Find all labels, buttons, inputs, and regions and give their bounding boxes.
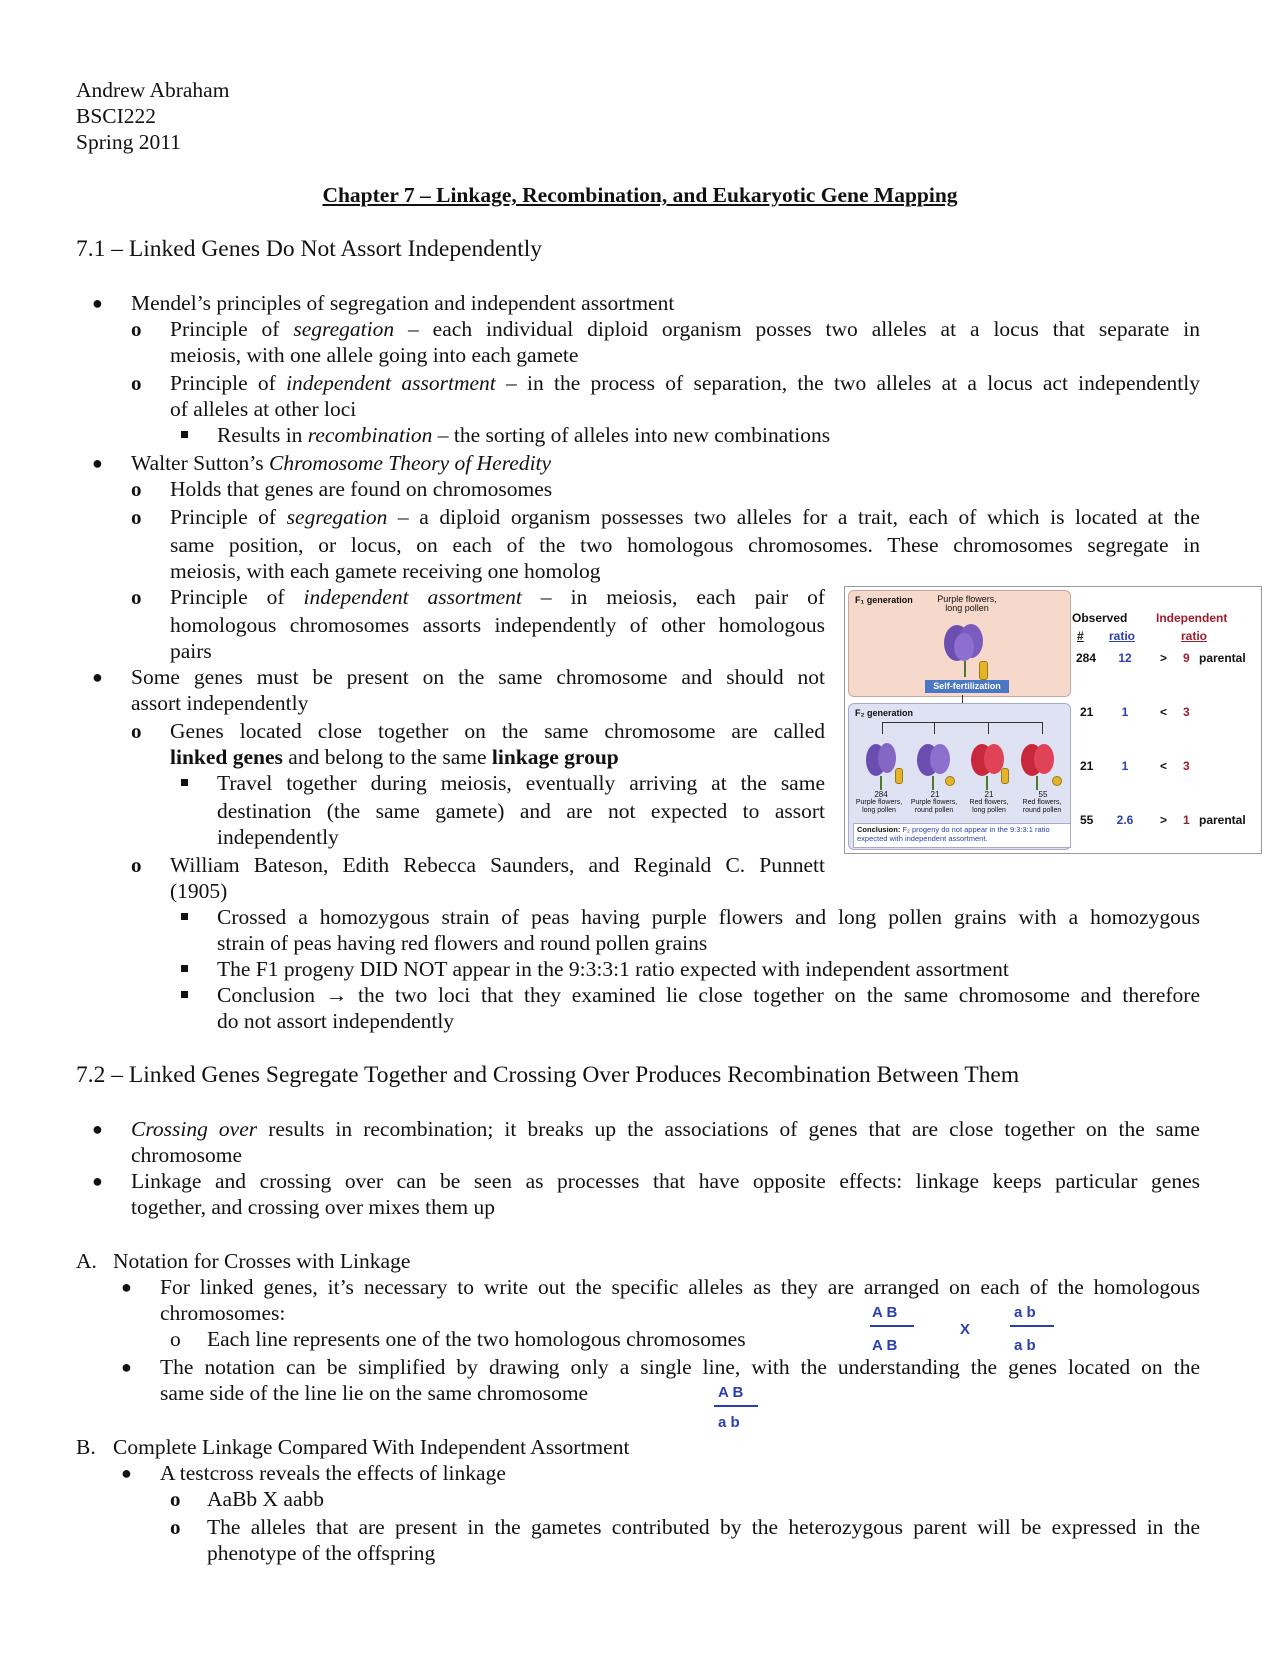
independent-ratio-header: ratio: [1181, 629, 1208, 643]
f2-phenotype: Purple flowers, round pollen: [910, 799, 958, 814]
notation-bottom: a b: [718, 1414, 740, 1431]
comparison: <: [1160, 759, 1168, 773]
bullet-dot: ●: [121, 1277, 132, 1297]
bullet-o: o: [131, 371, 142, 395]
list-item: A testcross reveals the effects of linkage: [160, 1461, 506, 1485]
list-item-cont: strain of peas having red flowers and round pollen grains: [217, 931, 708, 955]
chapter-title: Chapter 7 – Linkage, Recombination, and Eukaryotic Gene Mapping: [322, 183, 958, 207]
connector-line: [934, 722, 935, 734]
bullet-square: [181, 779, 188, 786]
list-item: Principle of independent assortment – in meiosis, each pair of: [170, 585, 825, 609]
arrow-icon: →: [325, 983, 348, 1007]
conclusion-label: Conclusion:: [857, 825, 901, 834]
bullet-o: o: [170, 1487, 181, 1511]
long-pollen-icon: [1001, 768, 1009, 784]
list-item: Results in recombination – the sorting of alleles into new combinations: [217, 423, 831, 447]
list-item: Conclusion → the two loci that they examined lie close together on the same chromosome and therefore: [217, 983, 1200, 1007]
comparison: >: [1160, 651, 1168, 665]
bullet-dot: ●: [121, 1357, 132, 1377]
independent-header: Independent: [1156, 611, 1228, 625]
bullet-o: o: [131, 477, 142, 501]
connector-line: [882, 722, 883, 734]
connector-line: [962, 695, 963, 703]
conclusion-text: F₂ progeny do not appear in the 9:3:3:1 ratio expected with independent assortment.: [857, 825, 1050, 843]
section-b-heading: Complete Linkage Compared With Independent Assortment: [113, 1435, 630, 1459]
notation-bottom-right: a b: [1014, 1337, 1036, 1354]
observed-count: 21: [1080, 759, 1094, 773]
round-pollen-icon: [1052, 776, 1062, 786]
observed-header: Observed: [1072, 611, 1128, 625]
count-header: #: [1077, 629, 1084, 643]
list-item-cont: independently: [217, 825, 339, 849]
observed-ratio: 1: [1121, 759, 1129, 773]
bullet-dot: ●: [92, 293, 103, 313]
list-item-cont: homologous chromosomes assorts independently of other homologous: [170, 613, 825, 637]
comparison: <: [1160, 705, 1168, 719]
bullet-dot: ●: [121, 1463, 132, 1483]
list-item-cont: do not assort independently: [217, 1009, 455, 1033]
f2-count: 21: [984, 790, 994, 799]
list-item: Linkage and crossing over can be seen as processes that have opposite effects: linkage keeps particular genes: [131, 1169, 1200, 1193]
list-item-cont: together, and crossing over mixes them up: [131, 1195, 495, 1219]
independent-ratio: 3: [1183, 705, 1190, 719]
independent-ratio: 3: [1183, 759, 1190, 773]
list-item: AaBb X aabb: [207, 1487, 325, 1511]
notation-top-right: a b: [1014, 1304, 1036, 1321]
list-item-cont: destination (the same gamete) and are not expected to assort: [217, 799, 825, 823]
row-note: parental: [1199, 813, 1246, 827]
list-item-cont: assort independently: [131, 691, 309, 715]
bullet-dot: ●: [92, 453, 103, 473]
long-pollen-icon: [979, 661, 988, 680]
notation-top-left: A B: [872, 1304, 898, 1321]
bullet-o: o: [131, 585, 142, 609]
ratio-header: ratio: [1109, 629, 1136, 643]
list-item: Mendel’s principles of segregation and independent assortment: [131, 291, 675, 315]
bullet-square: [181, 991, 188, 998]
observed-count: 21: [1080, 705, 1094, 719]
f2-count: 284: [874, 790, 888, 799]
chromosome-line: [870, 1325, 914, 1327]
independent-ratio: 1: [1183, 813, 1190, 827]
bullet-o: o: [131, 853, 142, 877]
list-item-cont: meiosis, with each gamete receiving one homolog: [170, 559, 601, 583]
list-item: Travel together during meiosis, eventually arriving at the same: [217, 771, 825, 795]
independent-ratio: 9: [1183, 651, 1190, 665]
section-a-label: A.: [76, 1249, 97, 1273]
chromosome-line: [714, 1405, 758, 1407]
bullet-square: [181, 913, 188, 920]
f1-label: F₁ generation: [855, 595, 913, 605]
list-item-cont: same position, or locus, on each of the two homologous chromosomes. These chromosomes segregate in: [170, 533, 1200, 557]
row-note: parental: [1199, 651, 1246, 665]
bullet-square: [181, 431, 188, 438]
list-item: The F1 progeny DID NOT appear in the 9:3:3:1 ratio expected with independent assortment: [217, 957, 1009, 981]
notation-top: A B: [718, 1384, 744, 1401]
list-item: Some genes must be present on the same chromosome and should not: [131, 665, 825, 689]
bullet-o: o: [170, 1515, 181, 1539]
list-item-cont: pairs: [170, 639, 212, 663]
f2-panel: [848, 703, 1071, 850]
author-name: Andrew Abraham: [76, 78, 230, 102]
bullet-o: o: [131, 317, 142, 341]
term: Spring 2011: [76, 130, 181, 154]
self-fertilization-label: Self-fertilization: [925, 680, 1009, 693]
section-b-label: B.: [76, 1435, 96, 1459]
observed-count: 284: [1076, 651, 1097, 665]
list-item: Walter Sutton’s Chromosome Theory of Heredity: [131, 451, 552, 475]
f2-count: 21: [930, 790, 940, 799]
f1-f2-figure: [844, 586, 1262, 854]
list-item: The alleles that are present in the gametes contributed by the heterozygous parent will be expressed in the: [207, 1515, 1200, 1539]
bullet-dot: ●: [92, 1171, 103, 1191]
f2-count: 55: [1038, 790, 1048, 799]
observed-count: 55: [1080, 813, 1094, 827]
f1-panel: [848, 590, 1071, 697]
section-a-heading: Notation for Crosses with Linkage: [113, 1249, 411, 1273]
bullet-o: o: [131, 719, 142, 743]
round-pollen-icon: [945, 776, 955, 786]
list-item-cont: chromosomes:: [160, 1301, 286, 1325]
long-pollen-icon: [895, 768, 903, 784]
list-item-cont: phenotype of the offspring: [207, 1541, 436, 1565]
f2-phenotype: Red flowers, long pollen: [969, 799, 1009, 814]
bullet-o: o: [131, 505, 142, 529]
bullet-dot: ●: [92, 667, 103, 687]
list-item-cont: (1905): [170, 879, 228, 903]
connector-line: [882, 722, 1042, 723]
list-item: William Bateson, Edith Rebecca Saunders, and Reginald C. Punnett: [170, 853, 825, 877]
bullet-dot: ●: [92, 1119, 103, 1139]
notation-cross: X: [960, 1321, 971, 1338]
notation-bottom-left: A B: [872, 1337, 898, 1354]
list-item-cont: chromosome: [131, 1143, 243, 1167]
section-7-2-heading: 7.2 – Linked Genes Segregate Together and Crossing Over Produces Recombination Between Them: [76, 1062, 1020, 1088]
list-item: Genes located close together on the same chromosome are called: [170, 719, 825, 743]
list-item: Each line represents one of the two homologous chromosomes: [207, 1327, 746, 1351]
list-item: Principle of segregation – a diploid organism possesses two alleles for a trait, each of which is located at the: [170, 505, 1200, 529]
list-item: Crossing over results in recombination; it breaks up the associations of genes that are close together on the same: [131, 1117, 1200, 1141]
conclusion-box: [853, 823, 1071, 848]
connector-line: [1042, 722, 1043, 734]
connector-line: [988, 722, 989, 734]
list-item-cont: linked genes and belong to the same linkage group: [170, 745, 619, 769]
f2-label: F₂ generation: [855, 708, 914, 718]
comparison: >: [1160, 813, 1168, 827]
observed-ratio: 2.6: [1116, 813, 1134, 827]
f2-phenotype: Purple flowers, long pollen: [855, 799, 903, 814]
bullet-o: o: [170, 1327, 181, 1351]
list-item-cont: meiosis, with one allele going into each gamete: [170, 343, 579, 367]
bullet-square: [181, 965, 188, 972]
f1-caption: Purple flowers, long pollen: [937, 594, 997, 613]
list-item: Crossed a homozygous strain of peas having purple flowers and long pollen grains with a homozygous: [217, 905, 1200, 929]
list-item: Principle of segregation – each individual diploid organism posses two alleles at a locus that separate in: [170, 317, 1200, 341]
list-item: The notation can be simplified by drawing only a single line, with the understanding the genes located on the: [160, 1355, 1200, 1379]
f2-phenotype: Red flowers, round pollen: [1022, 799, 1062, 814]
list-item: Principle of independent assortment – in the process of separation, the two alleles at a locus act independently: [170, 371, 1200, 395]
list-item-cont: of alleles at other loci: [170, 397, 357, 421]
chromosome-line: [1010, 1325, 1054, 1327]
section-7-1-heading: 7.1 – Linked Genes Do Not Assort Independently: [76, 236, 543, 262]
observed-ratio: 12: [1118, 651, 1132, 665]
list-item: For linked genes, it’s necessary to write out the specific alleles as they are arranged on each of the homologous: [160, 1275, 1200, 1299]
course-code: BSCI222: [76, 104, 157, 128]
list-item-cont: same side of the line lie on the same chromosome: [160, 1381, 589, 1405]
list-item: Holds that genes are found on chromosomes: [170, 477, 553, 501]
observed-ratio: 1: [1121, 705, 1129, 719]
